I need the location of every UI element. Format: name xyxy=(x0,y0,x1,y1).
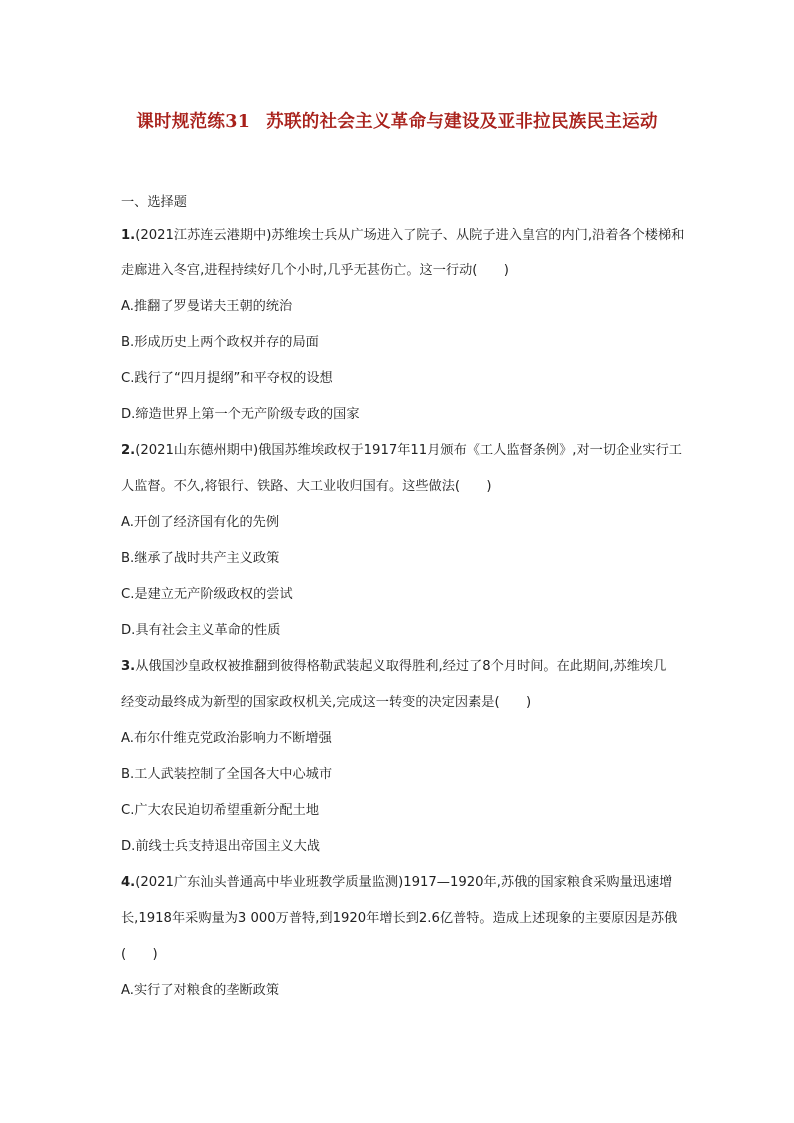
question-2-option-d: D.具有社会主义革命的性质 xyxy=(121,623,281,638)
title-topic: 苏联的社会主义革命与建设及亚非拉民族民主运动 xyxy=(266,112,658,132)
page-title xyxy=(0,108,794,133)
question-1-line-1 xyxy=(121,226,684,246)
title-lesson: 课时规范练31 xyxy=(136,112,251,132)
question-3-number: 3. xyxy=(121,659,136,674)
question-2-option-c: C.是建立无产阶级政权的尝试 xyxy=(121,587,293,602)
question-3-line-1 xyxy=(121,657,666,677)
question-4-option-a: A.实行了对粮食的垄断政策 xyxy=(121,983,280,998)
question-2-text-1: (2021山东德州期中)俄国苏维埃政权于1917年11月颁布《工人监督条例》,对一切企业实行工 xyxy=(135,443,682,458)
question-4-line-2: 长,1918年采购量为3 000万普特,到1920年增长到2.6亿普特。造成上述现象的主要原因是苏俄 xyxy=(121,911,678,926)
question-4-number: 4. xyxy=(121,875,136,890)
question-2-line-1 xyxy=(121,441,682,461)
question-1-line-2: 走廊进入冬宫,进程持续好几个小时,几乎无甚伤亡。这一行动( ) xyxy=(121,263,509,278)
question-3-option-c: C.广大农民迫切希望重新分配土地 xyxy=(121,803,320,818)
question-2-option-b: B.继承了战时共产主义政策 xyxy=(121,551,280,566)
question-3-option-d: D.前线士兵支持退出帝国主义大战 xyxy=(121,839,320,854)
question-1-option-b: B.形成历史上两个政权并存的局面 xyxy=(121,335,319,350)
question-1-option-d: D.缔造世界上第一个无产阶级专政的国家 xyxy=(121,407,360,422)
section-heading: 一、选择题 xyxy=(121,195,187,210)
question-4-line-3: ( ) xyxy=(121,947,158,962)
question-2-option-a: A.开创了经济国有化的先例 xyxy=(121,515,280,530)
question-2-number: 2. xyxy=(121,443,136,458)
question-3-option-b: B.工人武装控制了全国各大中心城市 xyxy=(121,767,333,782)
question-3-line-2: 经变动最终成为新型的国家政权机关,完成这一转变的决定因素是( ) xyxy=(121,695,532,710)
question-4-text-1: (2021广东汕头普通高中毕业班教学质量监测)1917—1920年,苏俄的国家粮食采购量迅速增 xyxy=(135,875,673,890)
question-1-option-c: C.践行了“四月提纲”和平夺权的设想 xyxy=(121,371,333,386)
question-2-line-2: 人监督。不久,将银行、铁路、大工业收归国有。这些做法( ) xyxy=(121,479,492,494)
question-1-option-a: A.推翻了罗曼诺夫王朝的统治 xyxy=(121,299,293,314)
question-1-text-1: (2021江苏连云港期中)苏维埃士兵从广场进入了院子、从院子进入皇宫的内门,沿着各个楼梯和 xyxy=(135,228,685,243)
question-1-number: 1. xyxy=(121,228,136,243)
question-4-line-1 xyxy=(121,873,672,893)
question-3-option-a: A.布尔什维克党政治影响力不断增强 xyxy=(121,731,332,746)
question-3-text-1: 从俄国沙皇政权被推翻到彼得格勒武装起义取得胜利,经过了8个月时间。在此期间,苏维埃几 xyxy=(135,659,667,674)
